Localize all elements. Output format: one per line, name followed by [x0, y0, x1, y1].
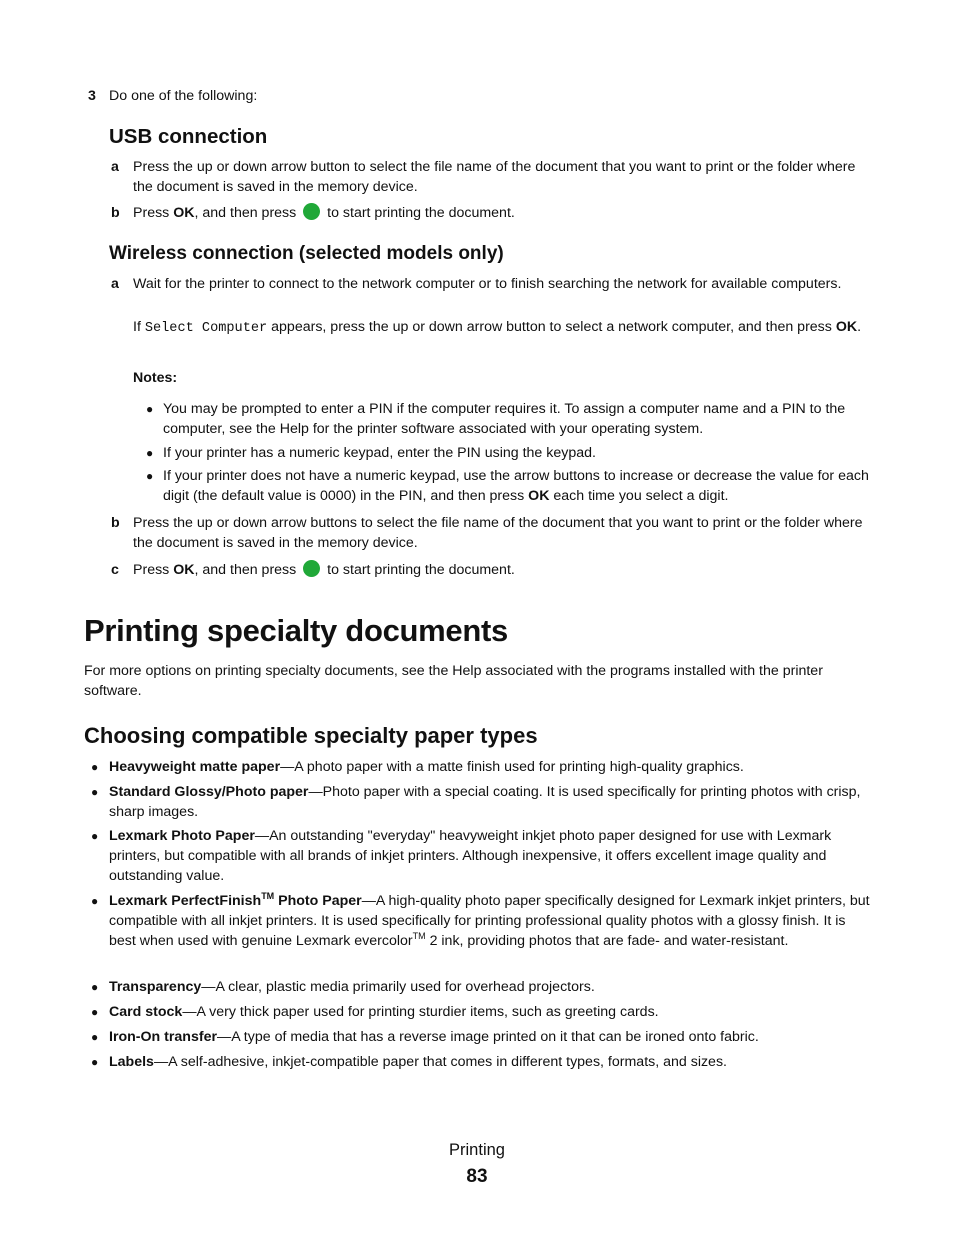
note-pre: If your printer does not have a numeric keypad, use the arrow buttons to increase or decrease the value for each digit (the default value is 0000) in the PIN, and then press: [163, 468, 869, 504]
bullet-icon: ●: [91, 760, 99, 774]
paper-type-item: [109, 1027, 874, 1047]
wireless-step-a-if: [133, 317, 873, 339]
paper-type-term: Heavyweight matte paper: [109, 759, 281, 775]
paper-type-desc: —A type of media that has a reverse image printed on it that can be ironed onto fabric.: [217, 1029, 759, 1045]
section-heading: Choosing compatible specialty paper types: [84, 723, 538, 748]
step-c-mid: , and then press: [194, 562, 301, 578]
bullet-icon: ●: [91, 829, 99, 843]
if-post: appears, press the up or down arrow button to select a network computer, and then press: [267, 319, 836, 335]
paper-type-item: [109, 1052, 874, 1072]
wireless-step-a-letter: a: [111, 276, 119, 292]
wireless-step-a-text: Wait for the printer to connect to the network computer or to finish searching the network for available computers.: [133, 276, 842, 292]
usb-step-b-text: [133, 203, 873, 223]
start-button-icon: [303, 203, 320, 220]
paper-type-desc-end: 2 ink, providing photos that are fade- and water-resistant.: [425, 933, 789, 949]
wireless-heading: Wireless connection (selected models only): [109, 243, 504, 264]
ok-label: OK: [528, 488, 550, 504]
intro-paragraph: For more options on printing specialty documents, see the Help associated with the programs installed with the printer software.: [84, 663, 823, 699]
usb-step-b-pre: Press: [133, 205, 174, 221]
step-number: 3: [88, 88, 96, 104]
step-c-pre: Press: [133, 562, 174, 578]
note-post: each time you select a digit.: [549, 488, 729, 504]
bullet-icon: ●: [91, 785, 99, 799]
note-item: [163, 466, 875, 506]
footer-section: Printing: [449, 1141, 505, 1159]
notes-label: Notes:: [133, 370, 178, 386]
bullet-icon: ●: [146, 469, 154, 483]
paper-type-item: [109, 757, 874, 777]
paper-type-term: Card stock: [109, 1004, 183, 1020]
ok-label: OK: [173, 205, 195, 221]
paper-type-item: [109, 1002, 874, 1022]
usb-step-b-post: to start printing the document.: [323, 205, 515, 221]
step-c-post: to start printing the document.: [323, 562, 515, 578]
bullet-icon: ●: [91, 980, 99, 994]
paper-type-term: Labels: [109, 1054, 154, 1070]
paper-type-item: [109, 826, 874, 886]
trademark-mark: TM: [261, 891, 275, 901]
start-button-icon: [303, 560, 320, 577]
bullet-icon: ●: [91, 1005, 99, 1019]
bullet-icon: ●: [91, 1030, 99, 1044]
paper-type-desc: —An outstanding "everyday" heavyweight inkjet photo paper designed for use with Lexmark printers, but compatible with all brands of inkjet printers. Although inexpensive, it offers excellent image quality and outstanding value.: [109, 828, 832, 884]
bullet-icon: ●: [146, 402, 154, 416]
if-end: .: [857, 319, 862, 335]
paper-type-term: Iron-On transfer: [109, 1029, 217, 1045]
display-message: Select Computer: [144, 321, 268, 336]
ok-label: OK: [835, 319, 858, 335]
usb-step-a-text: Press the up or down arrow button to select the file name of the document that you want to print or the folder where the document is saved in the memory device.: [133, 159, 856, 195]
note-item: You may be prompted to enter a PIN if the computer requires it. To assign a computer name and a PIN to the computer, see the Help for the printer software associated with your operating system.: [163, 401, 846, 437]
usb-heading: USB connection: [109, 125, 268, 148]
paper-type-term-suffix: Photo Paper: [274, 893, 362, 909]
paper-type-desc: —Photo paper with a special coating. It is used specifically for printing photos with crisp, sharp images.: [109, 784, 861, 820]
paper-type-desc: —A high-quality photo paper specifically designed for Lexmark inkjet printers, but compatible with all inkjet printers. It is used specifically for printing professional quality photos with a glossy finish. It is best when used with genuine Lexmark evercolor: [109, 893, 870, 949]
paper-type-desc: —A photo paper with a matte finish used for printing high-quality graphics.: [280, 759, 744, 775]
usb-step-b-letter: b: [111, 205, 120, 221]
wireless-step-b-letter: b: [111, 515, 120, 531]
usb-step-a-letter: a: [111, 159, 119, 175]
page-title: Printing specialty documents: [84, 613, 508, 648]
bullet-icon: ●: [91, 894, 99, 908]
bullet-icon: ●: [146, 446, 154, 460]
if-pre: If: [133, 319, 145, 335]
paper-type-desc: —A clear, plastic media primarily used for overhead projectors.: [201, 979, 595, 995]
step-text: Do one of the following:: [109, 88, 258, 104]
ok-label: OK: [173, 562, 195, 578]
note-item: If your printer has a numeric keypad, enter the PIN using the keypad.: [163, 445, 596, 461]
trademark-mark: TM: [412, 931, 426, 941]
paper-type-item: [109, 782, 874, 822]
wireless-step-c-text: [133, 560, 873, 580]
paper-type-term: Lexmark PerfectFinish: [109, 893, 262, 909]
paper-type-term: Standard Glossy/Photo paper: [109, 784, 309, 800]
usb-step-b-mid: , and then press: [194, 205, 301, 221]
page-number: 83: [466, 1166, 488, 1187]
paper-type-term: Lexmark Photo Paper: [109, 828, 255, 844]
paper-type-item: [109, 977, 874, 997]
paper-type-desc: —A very thick paper used for printing sturdier items, such as greeting cards.: [182, 1004, 659, 1020]
bullet-icon: ●: [91, 1055, 99, 1069]
paper-type-desc: —A self-adhesive, inkjet-compatible paper that comes in different types, formats, and sizes.: [153, 1054, 727, 1070]
paper-type-item: [109, 891, 874, 951]
wireless-step-b-text: Press the up or down arrow buttons to select the file name of the document that you want to print or the folder where the document is saved in the memory device.: [133, 515, 863, 551]
paper-type-term: Transparency: [109, 979, 202, 995]
wireless-step-c-letter: c: [111, 562, 119, 578]
